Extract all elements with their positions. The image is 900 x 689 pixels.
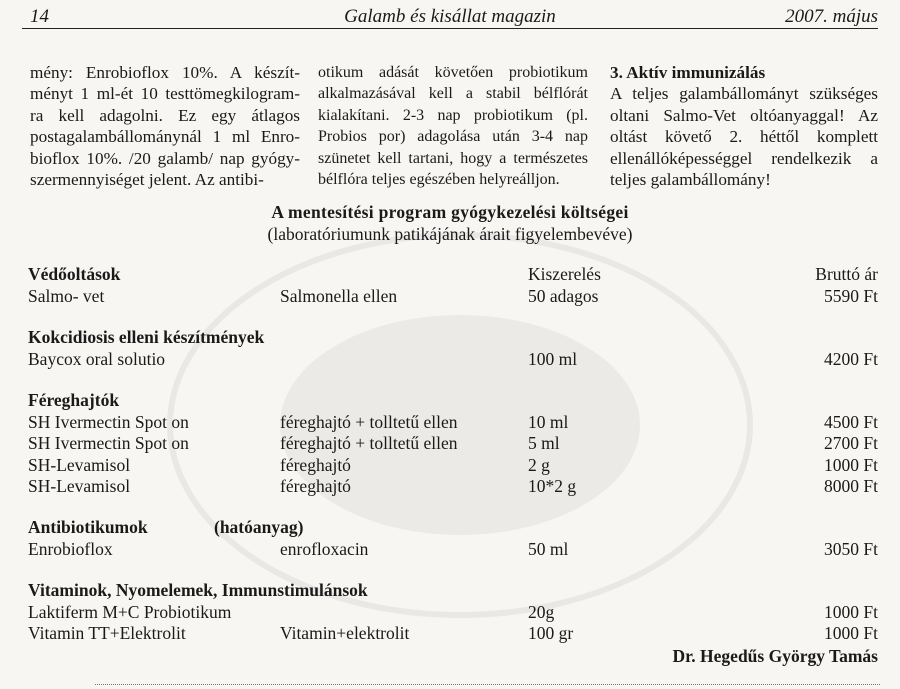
text-line: szünetet kell tartani, hogy a természetes bbox=[318, 149, 588, 167]
magazine-title: Galamb és kisállat magazin bbox=[344, 6, 556, 27]
product-package: 10*2 g bbox=[528, 476, 577, 496]
product-price: 4200 Ft bbox=[824, 348, 878, 369]
text-line: mény: Enrobioflox 10%. A készít- bbox=[30, 63, 300, 82]
product-price: 4500 Ft bbox=[824, 411, 878, 432]
article-column-2 bbox=[318, 62, 588, 190]
product-name: SH Ivermectin Spot on bbox=[28, 411, 189, 432]
section-header-row bbox=[0, 326, 900, 348]
page-number: 14 bbox=[30, 6, 49, 27]
product-note: féreghajtó + tolltetű ellen bbox=[280, 433, 458, 453]
table-row bbox=[0, 454, 900, 476]
product-note: féreghajtó + tolltetű ellen bbox=[280, 411, 458, 432]
article-column-1 bbox=[30, 62, 300, 190]
author-signature: Dr. Hegedűs György Tamás bbox=[672, 646, 878, 666]
product-note: féreghajtó bbox=[280, 476, 351, 496]
section-header-row bbox=[0, 263, 900, 285]
section-heading: Kokcidiosis elleni készítmények bbox=[28, 327, 265, 347]
product-name: Baycox oral solutio bbox=[28, 348, 166, 369]
product-name: SH-Levamisol bbox=[28, 454, 131, 475]
product-name: Vitamin TT+Elektrolit bbox=[28, 623, 186, 643]
text-line: kialakítani. 2-3 nap probiotikum (pl. bbox=[318, 106, 588, 124]
product-name: SH-Levamisol bbox=[28, 476, 131, 496]
product-package: 50 adagos bbox=[528, 285, 599, 306]
product-note: féreghajtó bbox=[280, 454, 351, 475]
product-package: 2 g bbox=[528, 454, 550, 475]
product-name: SH Ivermectin Spot on bbox=[28, 433, 189, 453]
product-package: 50 ml bbox=[528, 538, 569, 559]
text-line: oltást követő 2. héttől komplett bbox=[610, 127, 878, 147]
product-name: Laktiferm M+C Probiotikum bbox=[28, 601, 232, 622]
product-package: 5 ml bbox=[528, 433, 560, 453]
text-line: alkalmazásával kell a stabil bélflórát bbox=[318, 85, 588, 103]
table-row bbox=[0, 432, 900, 454]
product-package: 20g bbox=[528, 601, 555, 622]
table-title: A mentesítési program gyógykezelési költségei bbox=[271, 202, 629, 222]
text-line: ményt 1 ml-ét 10 testtömegkilogram- bbox=[30, 84, 300, 104]
product-note: Salmonella ellen bbox=[280, 285, 398, 306]
product-name: Enrobioflox bbox=[28, 538, 113, 559]
text-line: postagalambállománynál 1 ml Enro- bbox=[30, 127, 300, 147]
table-row bbox=[0, 285, 900, 307]
table-row bbox=[0, 538, 900, 560]
table-row bbox=[0, 411, 900, 433]
product-package: 100 gr bbox=[528, 623, 574, 643]
product-package: 10 ml bbox=[528, 411, 569, 432]
section-heading: Féreghajtók bbox=[28, 390, 120, 410]
column-header-package: Kiszerelés bbox=[528, 264, 601, 284]
column-header-price: Bruttó ár bbox=[815, 264, 878, 284]
bottom-divider bbox=[95, 684, 880, 685]
section-header-row bbox=[0, 389, 900, 411]
page-header bbox=[22, 4, 878, 29]
section-heading-note: (hatóanyag) bbox=[214, 517, 304, 537]
product-price: 1000 Ft bbox=[824, 623, 878, 643]
product-price: 3050 Ft bbox=[824, 538, 878, 559]
article-column-3 bbox=[610, 62, 878, 190]
product-note: Vitamin+elektrolit bbox=[280, 623, 410, 643]
section-heading: Antibiotikumok bbox=[28, 517, 148, 537]
text-line: oltani Salmo-Vet oltóanyaggal! Az bbox=[610, 105, 878, 125]
table-row bbox=[0, 348, 900, 370]
text-line: Probios por) adagolása után 3-4 nap bbox=[318, 128, 588, 146]
table-row bbox=[0, 475, 900, 497]
table-row bbox=[0, 601, 900, 623]
section-heading: Vitaminok, Nyomelemek, Immunstimulánsok bbox=[28, 580, 368, 600]
text-line: A teljes galambállományt szükséges bbox=[610, 84, 878, 104]
product-price: 1000 Ft bbox=[824, 601, 878, 622]
product-price: 1000 Ft bbox=[824, 454, 878, 475]
section-header-row bbox=[0, 516, 900, 538]
product-note: enrofloxacin bbox=[280, 538, 369, 559]
issue-date: 2007. május bbox=[785, 6, 878, 27]
text-line: ra kell adagolni. Ez egy átlagos bbox=[30, 105, 300, 125]
section-heading-active-immunization: 3. Aktív immunizálás bbox=[610, 63, 766, 82]
product-price: 5590 Ft bbox=[824, 285, 878, 306]
text-line: otikum adását követően probiotikum bbox=[318, 64, 588, 81]
text-line: bioflox 10%. /20 galamb/ nap gyógy- bbox=[30, 148, 300, 168]
text-line: teljes galambállomány! bbox=[610, 170, 771, 190]
product-package: 100 ml bbox=[528, 348, 578, 369]
product-price: 2700 Ft bbox=[824, 433, 878, 453]
text-line: bélflóra teljes egészében helyreálljon. bbox=[318, 171, 560, 189]
product-price: 8000 Ft bbox=[824, 476, 878, 496]
product-name: Salmo- vet bbox=[28, 285, 105, 306]
section-heading: Védőoltások bbox=[28, 264, 121, 284]
table-subtitle: (laboratóriumunk patikájának árait figyelembevéve) bbox=[267, 224, 633, 244]
text-line: ellenállóképességgel rendelkezik a bbox=[610, 148, 878, 168]
text-line: szermennyiséget jelent. Az antibi- bbox=[30, 170, 264, 190]
table-row bbox=[0, 622, 900, 644]
section-header-row bbox=[0, 579, 900, 601]
